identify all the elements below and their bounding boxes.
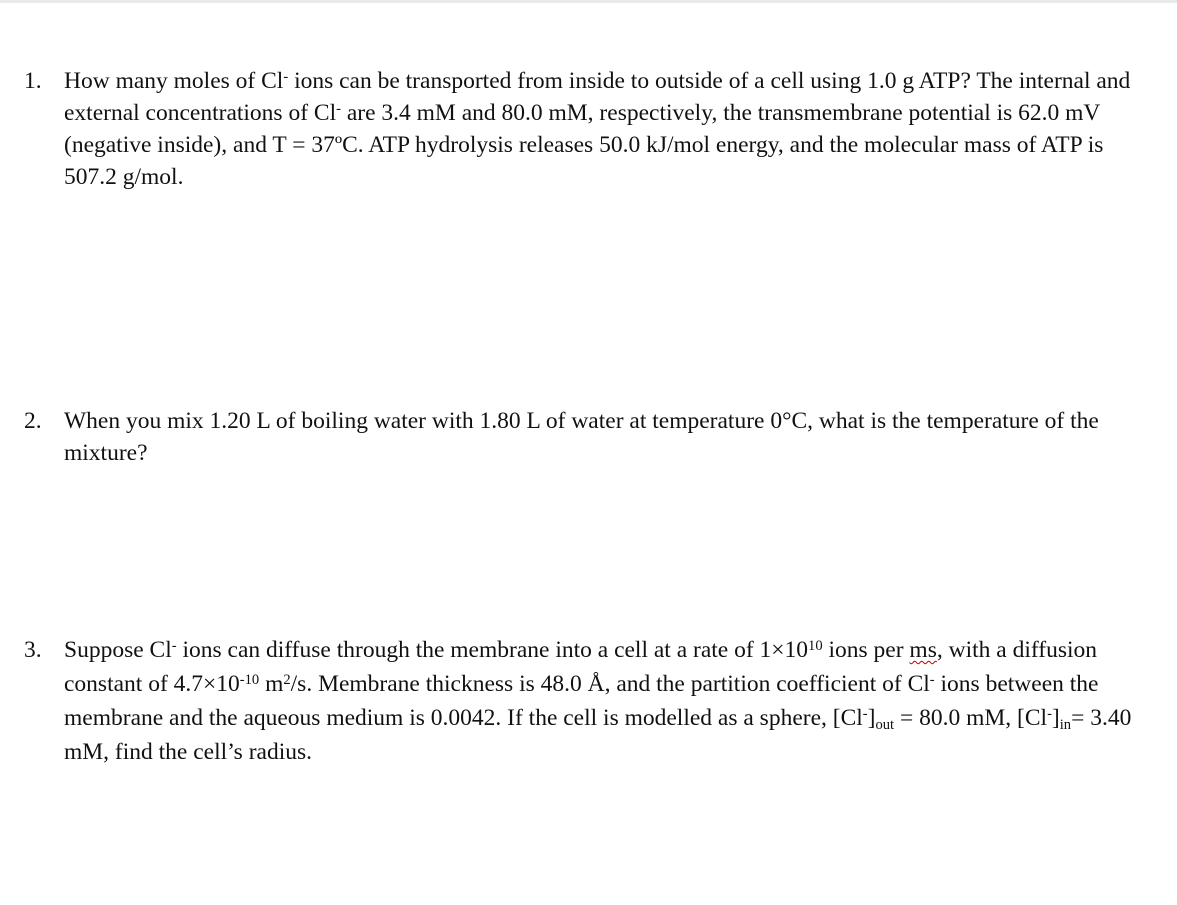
text-run: = 80.0 mM, [Cl	[894, 705, 1048, 731]
question-3	[24, 633, 1134, 769]
superscript: 10	[808, 637, 823, 654]
text-run: , with a diffusion constant of 4.7×10	[64, 637, 1097, 697]
superscript: -	[283, 68, 289, 85]
superscript: -	[171, 637, 177, 654]
question-number: 3.	[24, 637, 42, 663]
subscript: out	[875, 716, 895, 733]
question-number: 2.	[24, 408, 42, 434]
superscript: -	[336, 100, 341, 117]
superscript: 2	[283, 671, 291, 688]
top-border	[0, 0, 1177, 3]
text-run: When you mix 1.20 L of boiling water with 1.80 L of water at temperature 0°C, what is the temperature of the mixture?	[64, 408, 1099, 466]
text-run: ions can be transported from inside to outside of a cell using 1.0 g ATP? The internal and external concentrations of Cl	[64, 68, 1131, 126]
question-1	[24, 65, 1134, 193]
question-text	[64, 65, 1134, 193]
question-2	[24, 405, 1134, 469]
subscript: in	[1059, 716, 1072, 733]
text-run: are 3.4 mM and 80.0 mM, respectively, the transmembrane potential is 62.0 mV (negative inside), and T = 37ºC. ATP hydrolysis releases 50.0 kJ/mol energy, and the molecular mass of ATP is 507.2 g/mol.	[64, 100, 1104, 190]
question-number: 1.	[24, 68, 42, 94]
question-text	[64, 405, 1134, 469]
superscript: -	[862, 705, 868, 722]
text-run: = 3.40 mM, find the cell’s radius.	[64, 705, 1132, 765]
text-run: ions can diffuse through the membrane into a cell at a rate of 1×10	[176, 637, 809, 663]
superscript: -10	[239, 671, 260, 688]
question-text	[64, 633, 1134, 769]
text-run: ]	[1051, 705, 1060, 731]
text-run: ions between the membrane and the aqueous medium is 0.0042. If the cell is modelled as a sphere, [Cl	[64, 671, 1099, 731]
spellcheck-underlined-word[interactable]: ms	[909, 637, 937, 663]
text-run: ]	[867, 705, 876, 731]
text-run: Suppose Cl	[64, 637, 172, 663]
text-run: ions per	[822, 637, 910, 663]
text-run: m	[259, 671, 284, 697]
text-run: How many moles of Cl	[64, 68, 284, 94]
text-run: /s. Membrane thickness is 48.0 Å, and the partition coefficient of Cl	[290, 671, 930, 697]
superscript: -	[1047, 705, 1052, 722]
superscript: -	[929, 671, 935, 688]
